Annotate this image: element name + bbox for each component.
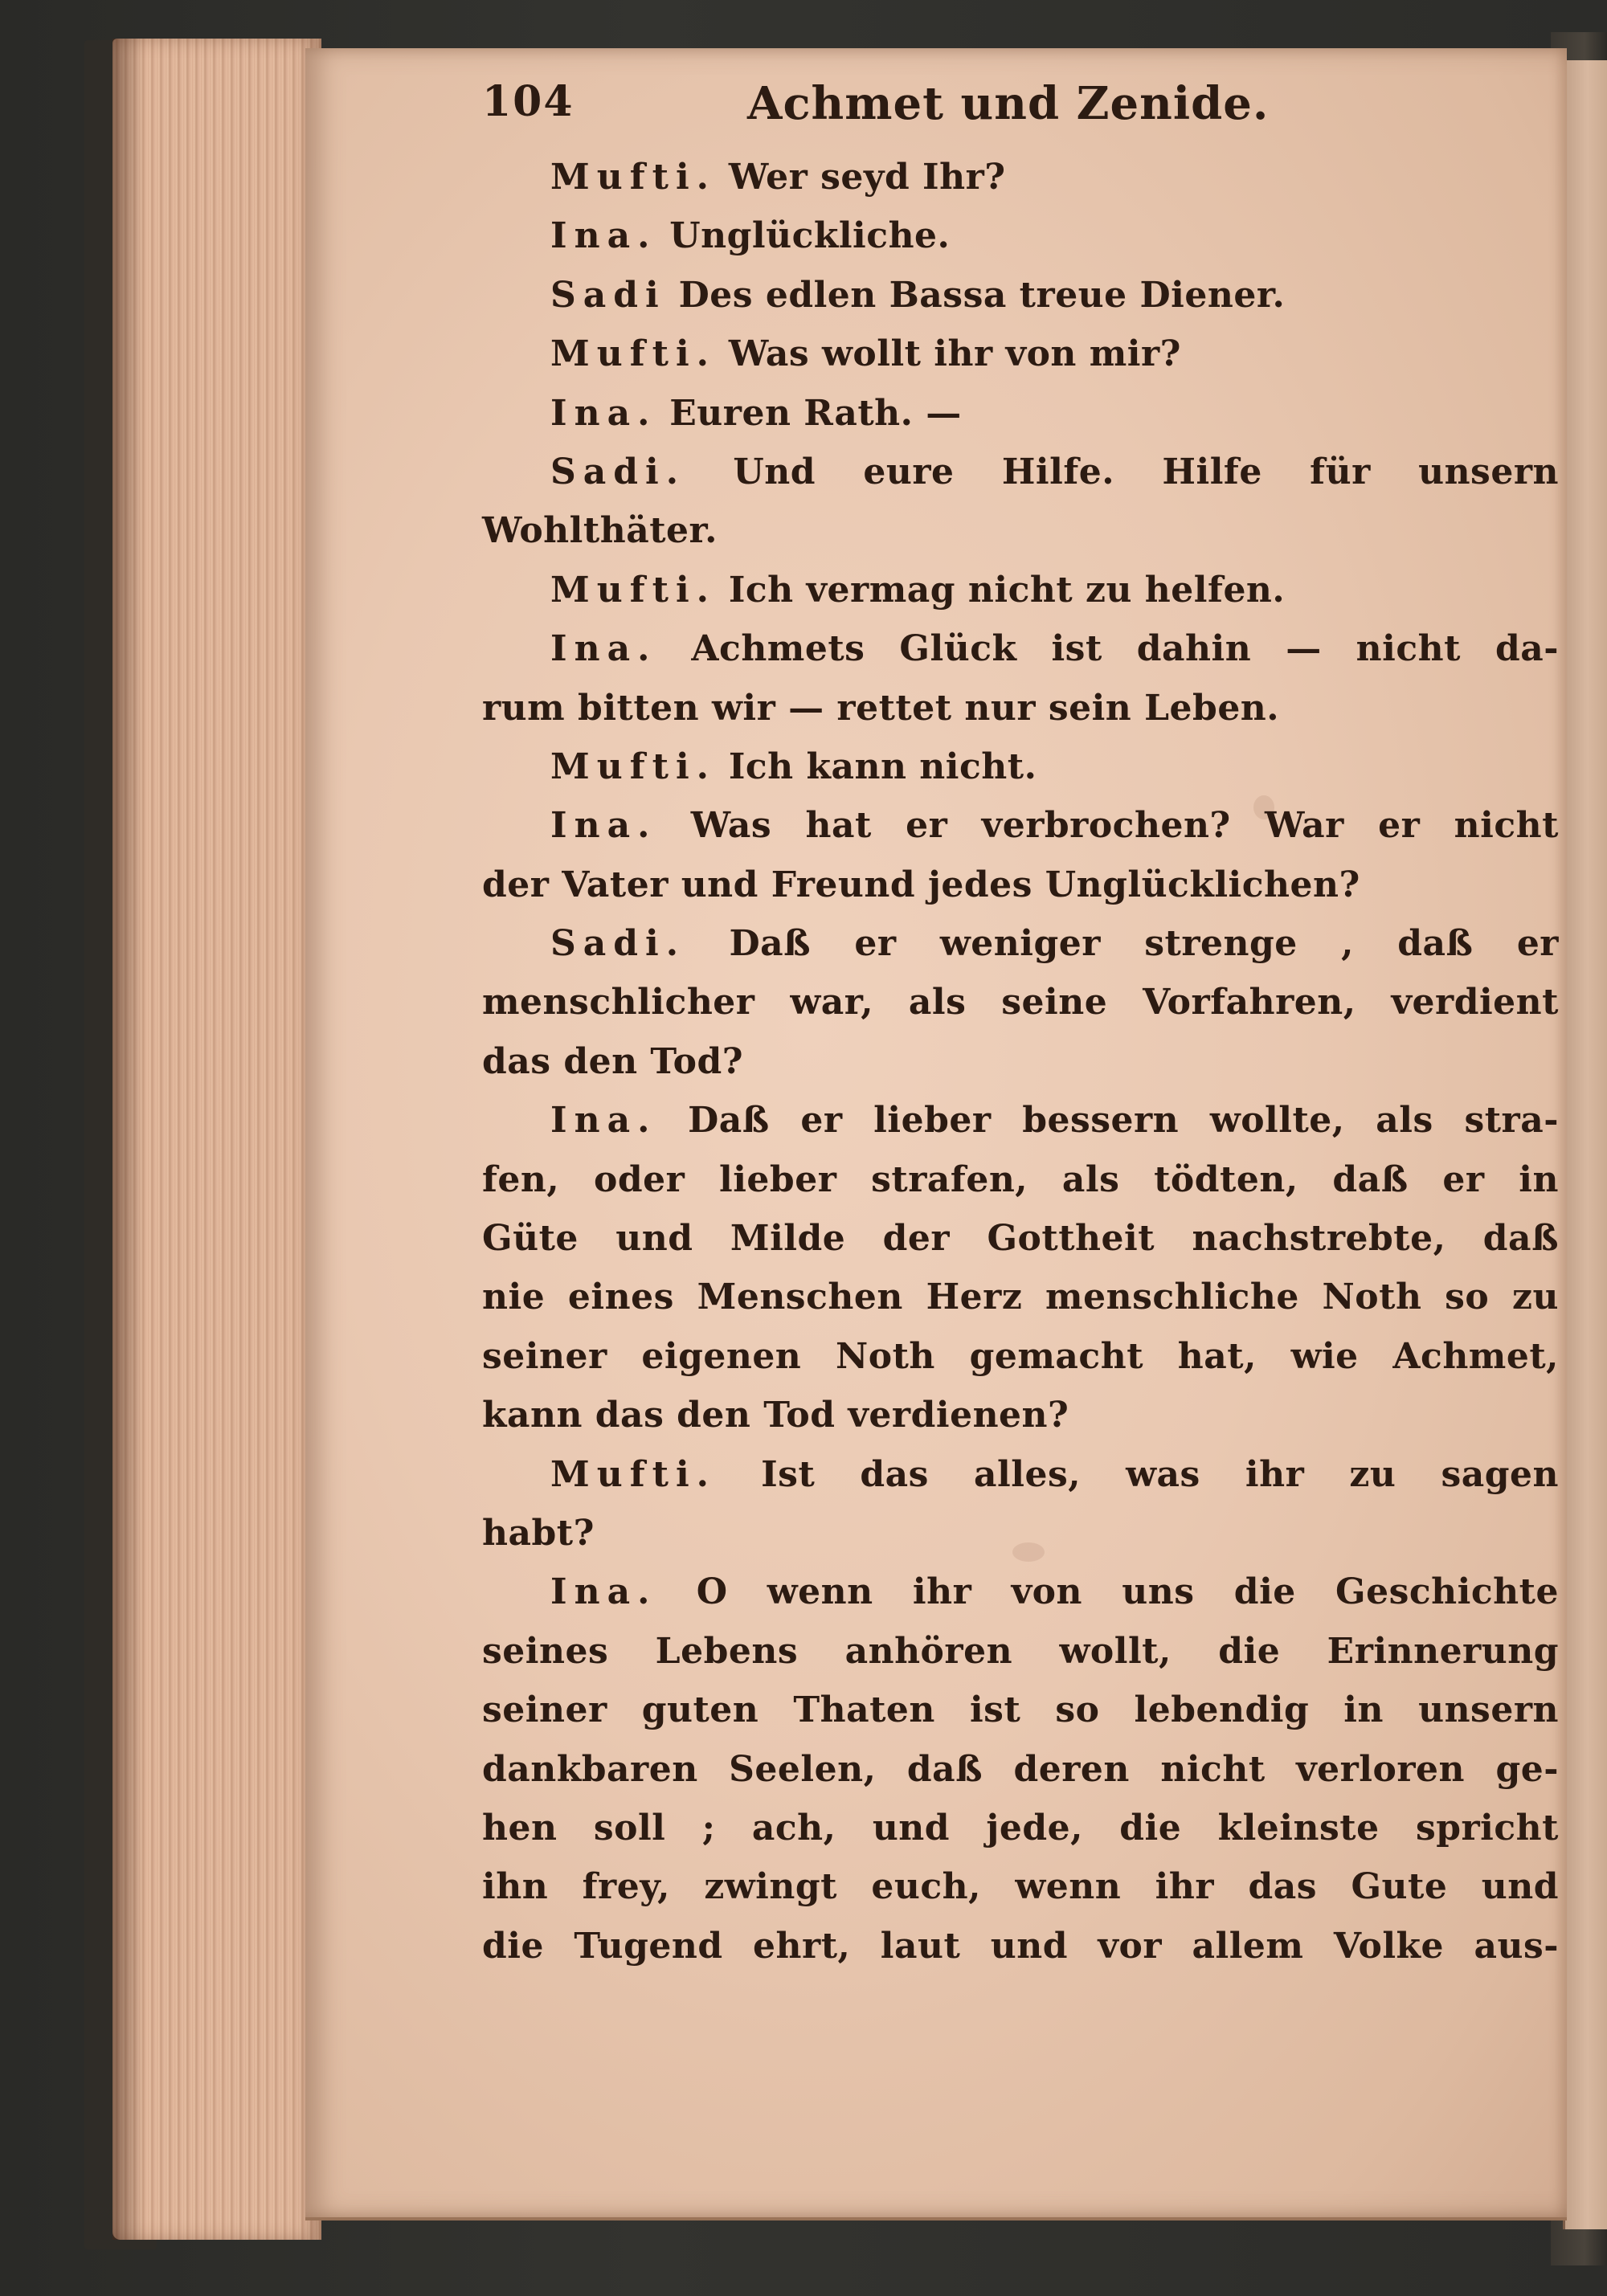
speaker-name: Sadi — [550, 274, 666, 316]
text-line — [482, 1268, 1559, 1326]
text-line — [482, 325, 1559, 383]
opposite-page-edge — [1563, 60, 1607, 2229]
line-text: fen, oder lieber strafen, als tödten, daß er in — [482, 1158, 1559, 1200]
line-text: nie eines Menschen Herz menschliche Noth so zu — [482, 1277, 1559, 1318]
line-text: seines Lebens anhören wollt, die Erinnerung — [482, 1630, 1559, 1672]
text-line — [482, 443, 1559, 501]
line-text: der Vater und Freund jedes Unglücklichen? — [482, 864, 1360, 905]
text-line — [482, 1857, 1559, 1916]
book-page — [305, 48, 1567, 2220]
speaker-name: Sadi. — [550, 923, 686, 965]
speaker-name: Mufti. — [550, 569, 716, 611]
text-line — [482, 501, 1559, 560]
line-text: Unglückliche. — [669, 215, 951, 257]
line-text: seiner guten Thaten ist so lebendig in unsern — [482, 1689, 1559, 1731]
speaker-name: Ina. — [550, 805, 657, 847]
text-line — [482, 914, 1559, 973]
text-line — [482, 1917, 1559, 1975]
page-number: 104 — [482, 77, 575, 126]
line-text: O wenn ihr von uns die Geschichte — [696, 1571, 1559, 1613]
text-line — [482, 737, 1559, 796]
speaker-name: Mufti. — [550, 157, 716, 198]
line-text: Des edlen Bassa treue Diener. — [678, 274, 1286, 316]
line-text: Und eure Hilfe. Hilfe für unsern — [733, 451, 1559, 492]
line-text: hen soll ; ach, und jede, die kleinste spricht — [482, 1807, 1559, 1849]
line-text: rum bitten wir — rettet nur sein Leben. — [482, 687, 1280, 729]
dialogue-lines — [482, 148, 1559, 1975]
line-text: Achmets Glück ist dahin — nicht da- — [691, 628, 1559, 670]
text-line — [482, 1740, 1559, 1799]
line-text: Wohlthäter. — [482, 510, 718, 552]
line-text: menschlicher war, als seine Vorfahren, verdient — [482, 982, 1559, 1023]
line-text: das den Tod? — [482, 1040, 744, 1082]
text-line — [482, 561, 1559, 619]
text-line — [482, 1032, 1559, 1091]
line-text: ihn frey, zwingt euch, wenn ihr das Gute und — [482, 1866, 1559, 1908]
text-line — [482, 1209, 1559, 1268]
line-text: die Tugend ehrt, laut und vor allem Volke aus- — [482, 1925, 1559, 1967]
speaker-name: Ina. — [550, 392, 657, 434]
text-line — [482, 796, 1559, 855]
running-title: Achmet und Zenide. — [747, 77, 1270, 130]
line-text: Ich kann nicht. — [728, 746, 1037, 787]
speaker-name: Ina. — [550, 215, 657, 257]
text-block — [482, 59, 1559, 1975]
line-text: Ich vermag nicht zu helfen. — [728, 569, 1286, 611]
text-line — [482, 1504, 1559, 1563]
text-line — [482, 679, 1559, 737]
text-line — [482, 1327, 1559, 1386]
speaker-name: Ina. — [550, 628, 657, 670]
line-text: Was wollt ihr von mir? — [728, 333, 1181, 375]
text-line — [482, 1445, 1559, 1504]
text-line — [482, 206, 1559, 265]
text-line — [482, 1681, 1559, 1739]
speaker-name: Sadi. — [550, 451, 686, 492]
line-text: Was hat er verbrochen? War er nicht — [690, 805, 1559, 847]
text-line — [482, 973, 1559, 1032]
text-line — [482, 384, 1559, 443]
line-text: Güte und Milde der Gottheit nachstrebte, daß — [482, 1218, 1559, 1260]
speaker-name: Ina. — [550, 1571, 657, 1613]
text-line — [482, 1091, 1559, 1150]
text-line — [482, 856, 1559, 914]
text-line — [482, 148, 1559, 206]
page-block-shadow — [112, 39, 145, 2240]
line-text: kann das den Tod verdienen? — [482, 1395, 1069, 1436]
speaker-name: Mufti. — [550, 1453, 716, 1495]
page-header — [482, 59, 1559, 148]
speaker-name: Mufti. — [550, 333, 716, 375]
line-text: habt? — [482, 1512, 595, 1554]
text-line — [482, 1150, 1559, 1209]
speaker-name: Mufti. — [550, 746, 716, 787]
speaker-name: Ina. — [550, 1100, 657, 1142]
text-line — [482, 1563, 1559, 1621]
line-text: Wer seyd Ihr? — [728, 157, 1006, 198]
line-text: Ist das alles, was ihr zu sagen — [761, 1453, 1559, 1495]
line-text: seiner eigenen Noth gemacht hat, wie Achmet, — [482, 1335, 1559, 1377]
text-line — [482, 266, 1559, 325]
line-text: dankbaren Seelen, daß deren nicht verloren ge- — [482, 1748, 1559, 1790]
text-line — [482, 1386, 1559, 1444]
text-line — [482, 1622, 1559, 1681]
line-text: Daß er weniger strenge , daß er — [729, 923, 1559, 965]
line-text: Daß er lieber bessern wollte, als stra- — [688, 1100, 1559, 1142]
text-line — [482, 1799, 1559, 1857]
line-text: Euren Rath. — — [669, 392, 962, 434]
text-line — [482, 619, 1559, 678]
